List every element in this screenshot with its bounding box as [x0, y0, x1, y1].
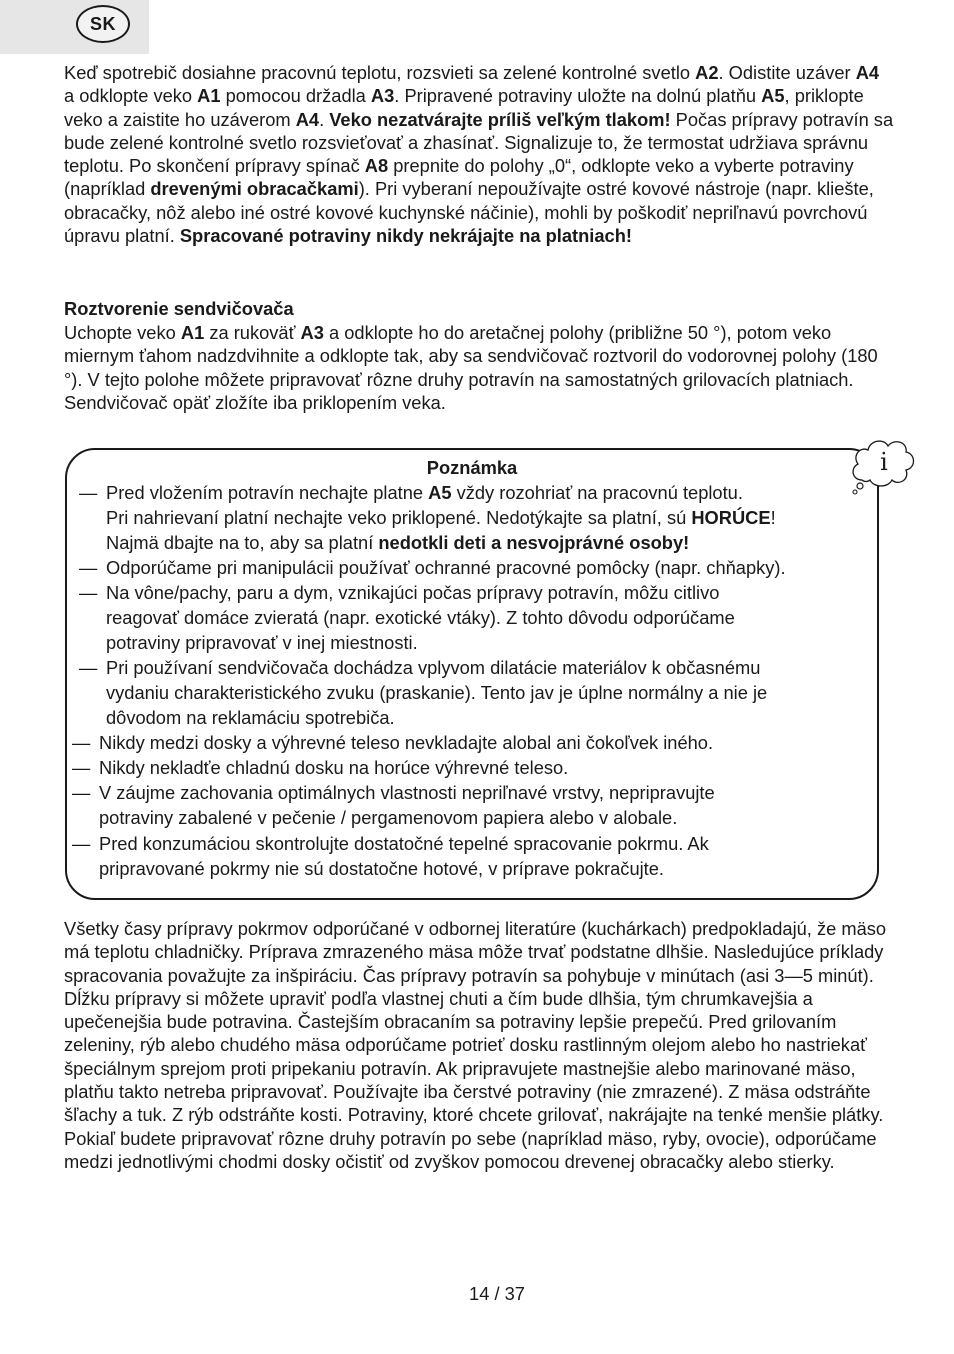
page-number: 14 / 37 — [469, 1283, 525, 1304]
info-glyph: i — [880, 448, 888, 476]
paragraph-cooking-times: Všetky časy prípravy pokrmov odporúčané v odbornej literatúre (kuchárkach) predpokladajú, že mäso má teplotu chladničky. Príprava zmrazeného mäsa môže trvať podstatne dlhšie. Nasledujúce príklady spracovania považujte za inšpiráciu. Čas prípravy potravín sa pohybuje v minútach (asi 3—5 minút). Dĺžku prípravy si môžete upraviť podľa vlastnej chuti a čím bude dlhšia, tým chrumkavejšia a upečenejšia bude potravina. Častejším obracaním sa potraviny lepšie prepečú. Pred grilovaním zeleniny, rýb alebo chudého mäsa odporúčame potrieť dosku rastlinným olejom alebo ho nastriekať špeciálnym sprejom proti pripekaniu potravín. Ak pripravujete mastnejšie alebo marinované mäso, platňu takto netreba pripravovať. Používajte iba čerstvé potraviny (nie zmrazené). Z mäsa odstráňte šľachy a tuk. Z rýb odstráňte kosti. Potraviny, ktoré chcete grilovať, nakrájajte na tenké menšie plátky. Pokiaľ budete pripravovať rôzne druhy potravín po sebe (napríklad mäso, ryby, ovocie), odporúčame medzi jednotlivými chodmi dosky očistiť od zvyškov pomocou drevenej obracačky alebo stierky. — [64, 918, 887, 1172]
language-badge: SK — [76, 5, 130, 43]
section-heading: Roztvorenie sendvičovača — [64, 298, 294, 319]
language-tab — [0, 0, 149, 54]
paragraph-opening: Uchopte veko A1 za rukoväť A3 a odklopte ho do aretačnej polohy (približne 50 °), potom veko miernym ťahom nadzdvihnite a odklopte tak, aby sa sendvičovač roztvoril do vodorovnej polohy (180 °). V tejto polohe môžete pripravovať rôzne druhy potravín na samostatných grilovacích platniach. Sendvičovač opäť zložíte iba priklopením veka. — [64, 322, 878, 413]
paragraph-operation: Keď spotrebič dosiahne pracovnú teplotu, rozsvieti sa zelené kontrolné svetlo A2. Odistite uzáver A4 a odklopte veko A1 pomocou držadla A3. Pripravené potraviny uložte na dolnú platňu A5, priklopte veko a zaistite ho uzáverom A4. Veko nezatvárajte príliš veľkým tlakom! Počas prípravy potravín sa bude zelené kontrolné svetlo rozsvieťovať a zhasínať. Signalizuje to, že termostat udržiava správnu teplotu. Po skončení prípravy spínač A8 prepnite do polohy „0“, odklopte veko a vyberte potraviny (napríklad drevenými obracačkami). Pri vyberaní nepoužívajte ostré kovové nástroje (napr. kliešte, obracačky, nôž alebo iné ostré kovové kuchynské náčinie), mohli by poškodiť nepriľnavú povrchovú úpravu platní. Spracované potraviny nikdy nekrájajte na platniach! — [64, 62, 894, 247]
note-title: Poznámka — [426, 457, 518, 478]
